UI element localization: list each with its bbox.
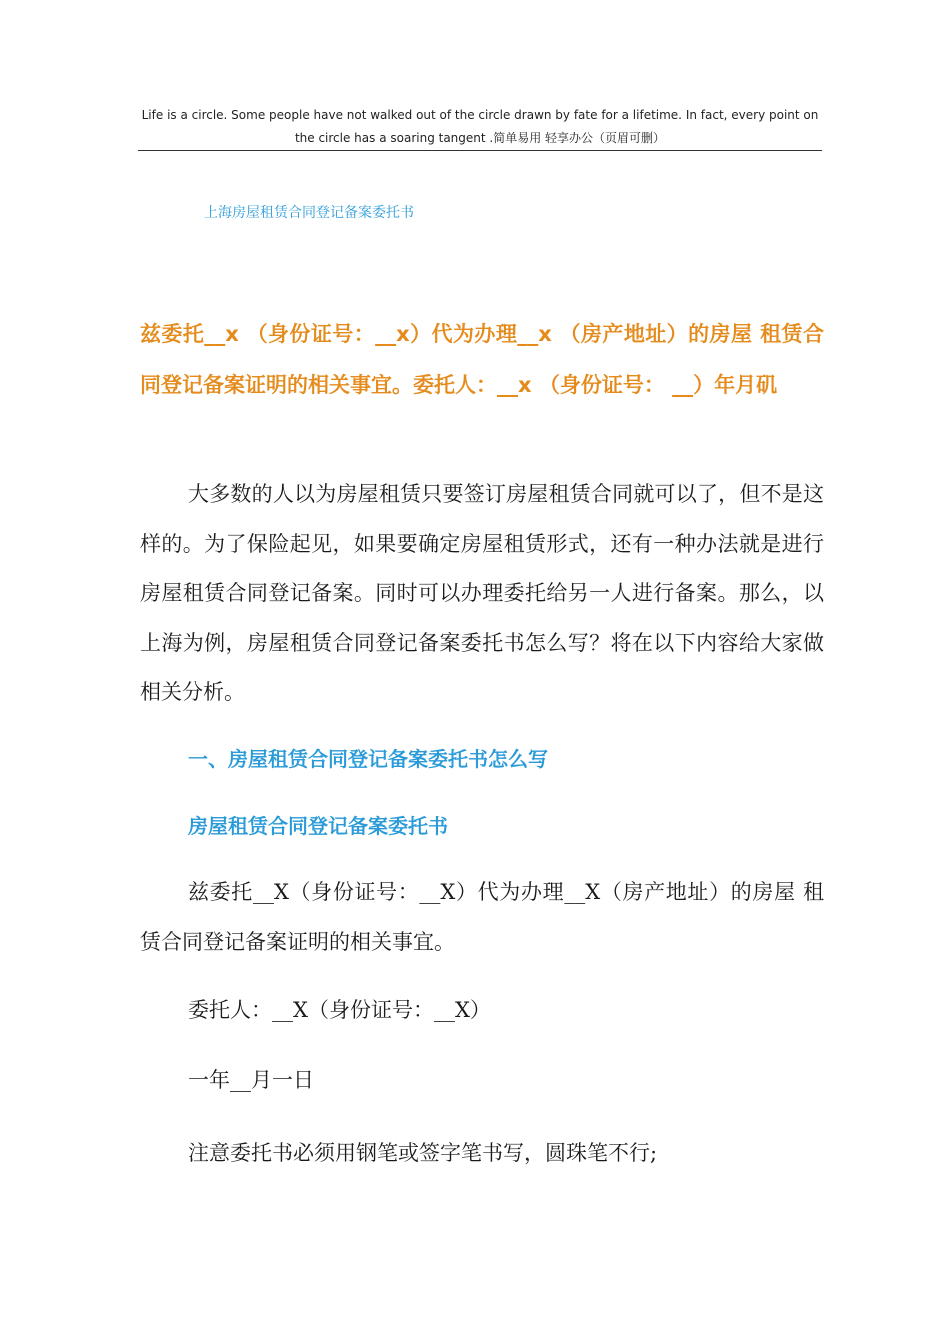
date-line: 一年__月一日 xyxy=(188,1068,314,1092)
principal-line: 委托人：__X（身份证号：__X） xyxy=(188,998,491,1022)
section-heading: 一、房屋租赁合同登记备案委托书怎么写 xyxy=(188,747,548,771)
header-line-2: the circle has a soaring tangent .简单易用 轻享办公（页眉可删） xyxy=(294,131,666,145)
note-line: 注意委托书必须用钢笔或签字笔书写，圆珠笔不行; xyxy=(188,1141,658,1165)
commission-paragraph: 兹委托__X（身份证号：__X）代为办理__X（房产地址）的房屋 租赁合同登记备案证明的相关事宜。 xyxy=(140,880,824,954)
highlighted-summary: 兹委托__x （身份证号：__x）代为办理__x （房产地址）的房屋 租赁合同登记备案证明的相关事宜。委托人：__x （身份证号： __）年月矶 xyxy=(140,322,824,397)
header-line-1: Life is a circle. Some people have not walked out of the circle drawn by fate for a lifetime. In fact, every point on xyxy=(141,108,819,122)
document-title: 上海房屋租赁合同登记备案委托书 xyxy=(204,205,414,221)
section-subheading: 房屋租赁合同登记备案委托书 xyxy=(188,814,448,838)
page-header xyxy=(138,104,822,151)
intro-paragraph: 大多数的人以为房屋租赁只要签订房屋租赁合同就可以了，但不是这样的。为了保险起见，如果要确定房屋租赁形式，还有一种办法就是进行房屋租赁合同登记备案。同时可以办理委托给另一人进行备案。那么，以上海为例，房屋租赁合同登记备案委托书怎么写？将在以下内容给大家做相关分析。 xyxy=(140,482,824,704)
